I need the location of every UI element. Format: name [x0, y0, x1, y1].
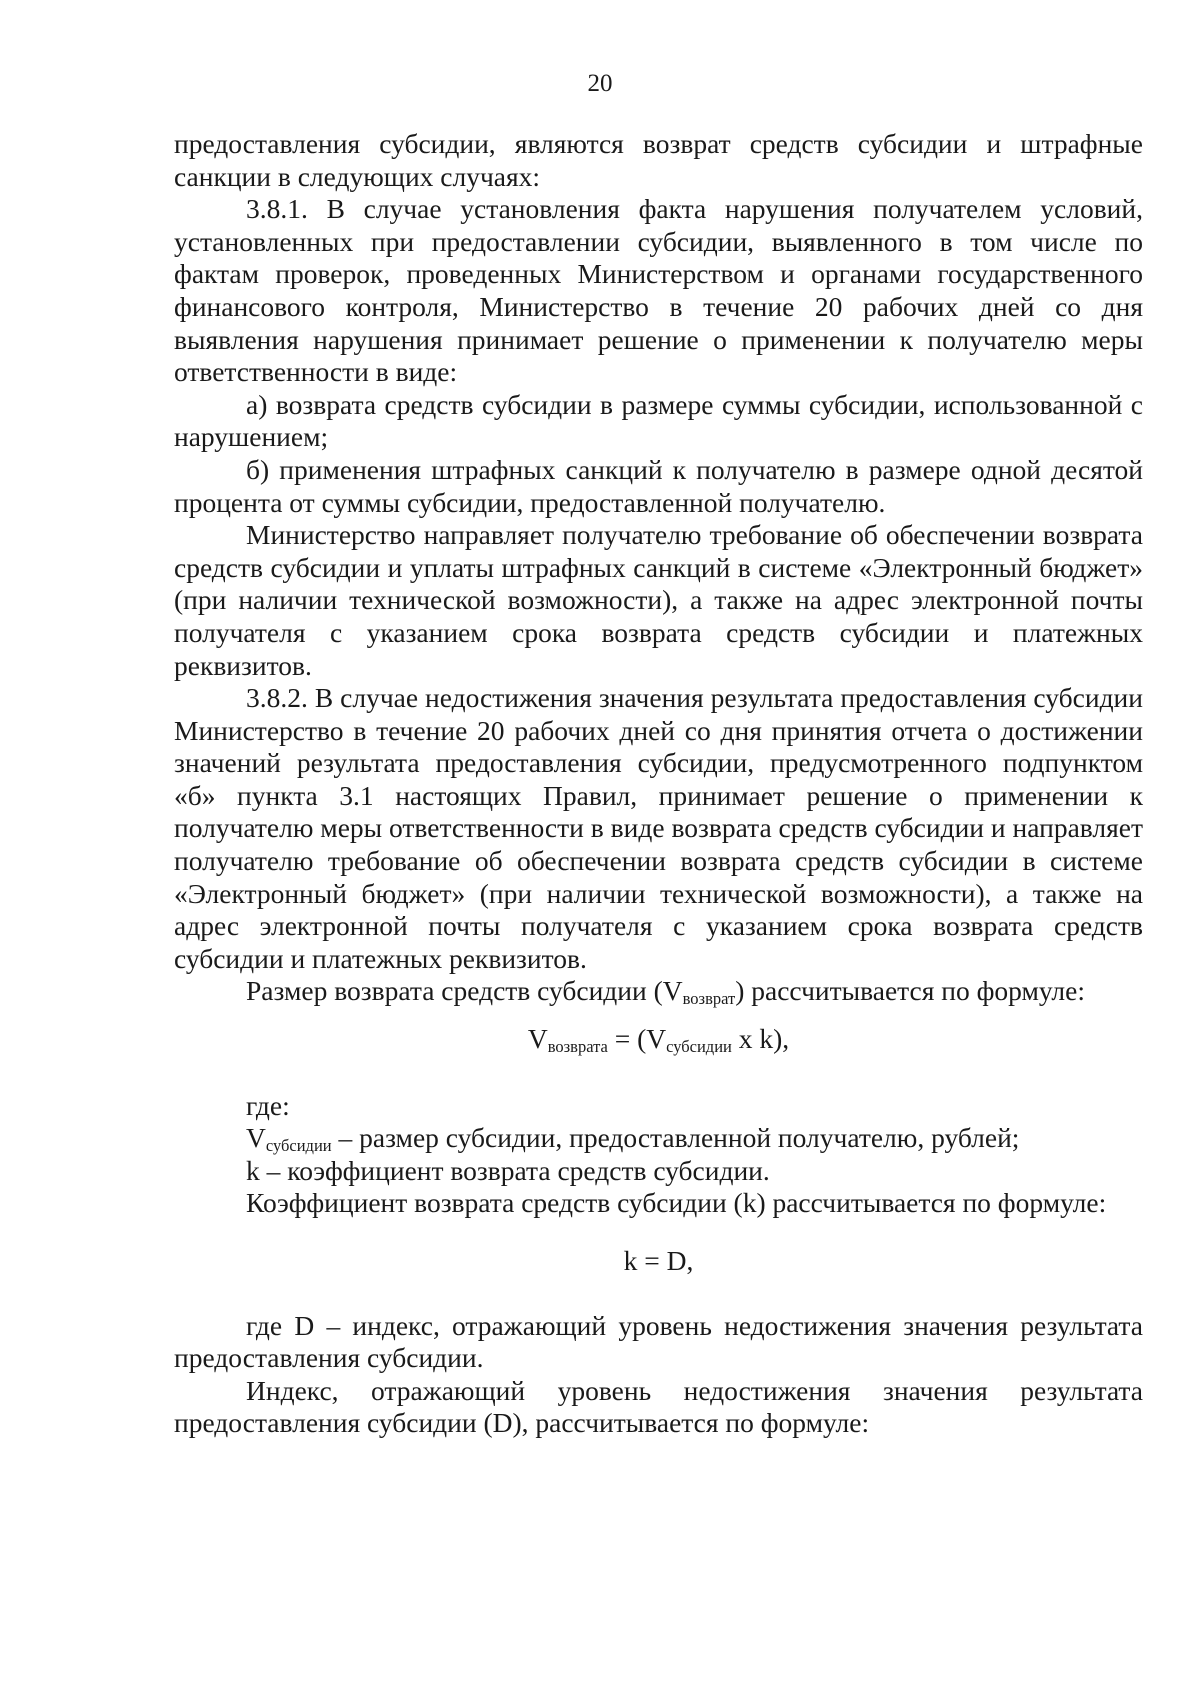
definition-v-subsidy [174, 1122, 1143, 1155]
formula-return-subscript-1: возврата [547, 1037, 608, 1057]
formula-return [174, 1023, 1143, 1056]
definition-d: где D – индекс, отражающий уровень недостижения значения результата предоставления субсидии. [174, 1309, 1143, 1374]
where-label: где: [246, 1089, 290, 1121]
paragraph-continuation: предоставления субсидии, являются возврат средств субсидии и штрафные санкции в следующих случаях: [174, 128, 1143, 192]
list-item-a: а) возврата средств субсидии в размере суммы субсидии, использованной с нарушением; [174, 388, 1143, 453]
paragraph-3-8-1: 3.8.1. В случае установления факта нарушения получателем условий, установленных при предоставлении субсидии, выявленного в том числе по фактам проверок, проведенных Министерством и органами государственного финансового контроля, Министерство в течение 20 рабочих дней со дня выявления нарушения принимает решение о применении к получателю меры ответственности в виде: [174, 193, 1143, 388]
return-size-text-start: Размер возврата средств субсидии (V [246, 975, 683, 1007]
formula-return-middle: = (V [607, 1023, 667, 1055]
paragraph-return-size [174, 975, 1143, 1008]
definition-v-symbol: V [246, 1122, 266, 1154]
paragraph-coefficient: Коэффициент возврата средств субсидии (k) рассчитывается по формуле: [246, 1187, 1107, 1219]
paragraph-index: Индекс, отражающий уровень недостижения значения результата предоставления субсидии (D), рассчитывается по формуле: [174, 1374, 1143, 1439]
formula-return-subscript-2: субсидии [666, 1037, 732, 1057]
return-size-text-end: ) рассчитывается по формуле: [735, 975, 1085, 1007]
formula-coefficient: k = D, [623, 1245, 694, 1276]
formula-return-end: x k), [731, 1023, 790, 1055]
definition-v-subscript: субсидии [265, 1136, 332, 1156]
paragraph-ministry-requirement: Министерство направляет получателю требование об обеспечении возврата средств субсидии и уплаты штрафных санкций в системе «Электронный бюджет» (при наличии технической возможности), а также на адрес электронной почты получателя с указанием срока возврата средств субсидии и платежных реквизитов. [174, 519, 1143, 681]
formula-return-v: V [527, 1023, 548, 1055]
page-number: 20 [587, 70, 613, 97]
return-size-subscript: возврат [682, 989, 736, 1009]
definition-k: k – коэффициент возврата средств субсидии. [246, 1154, 770, 1186]
definition-v-text: – размер субсидии, предоставленной получателю, рублей; [331, 1122, 1020, 1154]
document-body [174, 128, 1143, 1440]
list-item-b: б) применения штрафных санкций к получателю в размере одной десятой процента от суммы субсидии, предоставленной получателю. [174, 453, 1143, 518]
paragraph-3-8-2: 3.8.2. В случае недостижения значения результата предоставления субсидии Министерство в течение 20 рабочих дней со дня принятия отчета о достижении значений результата предоставления субсидии, предусмотренного подпунктом «б» пункта 3.1 настоящих Правил, принимает решение о применении к получателю меры ответственности в виде возврата средств субсидии и направляет получателю требование об обеспечении возврата средств субсидии в системе «Электронный бюджет» (при наличии технической возможности), а также на адрес электронной почты получателя с указанием срока возврата средств субсидии и платежных реквизитов. [174, 682, 1143, 974]
